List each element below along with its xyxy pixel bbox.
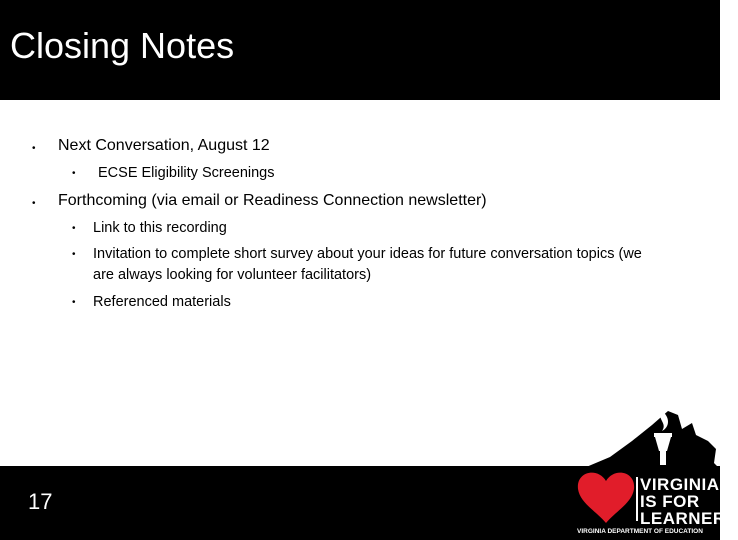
sub-bullet-recording: Link to this recording (93, 220, 227, 236)
slide-number: 17 (28, 489, 53, 514)
bullet-marker: • (32, 143, 36, 154)
bullet-marker: • (72, 168, 76, 179)
bullet-forthcoming: Forthcoming (via email or Readiness Connection newsletter) (58, 192, 487, 209)
department-name: VIRGINIA DEPARTMENT OF EDUCATION (577, 528, 703, 535)
bullet-marker: • (72, 297, 76, 308)
sub-bullet-ecse: ECSE Eligibility Screenings (98, 165, 275, 181)
sub-bullet-materials: Referenced materials (93, 294, 231, 310)
logo-line-virginia: VIRGINIA (640, 475, 720, 494)
sub-bullet-survey: Invitation to complete short survey about your ideas for future conversation topics (we are always looking for volunteer facilitators) (93, 246, 642, 283)
bullet-marker: • (72, 249, 76, 260)
slide-title: Closing Notes (10, 25, 235, 66)
bullet-next-conversation: Next Conversation, August 12 (58, 137, 270, 154)
bullet-marker: • (32, 198, 36, 209)
logo-line-is-for: IS FOR (640, 492, 700, 511)
bullet-marker: • (72, 223, 76, 234)
logo-line-learners: LEARNERS (640, 509, 738, 528)
logo-divider (636, 477, 638, 521)
